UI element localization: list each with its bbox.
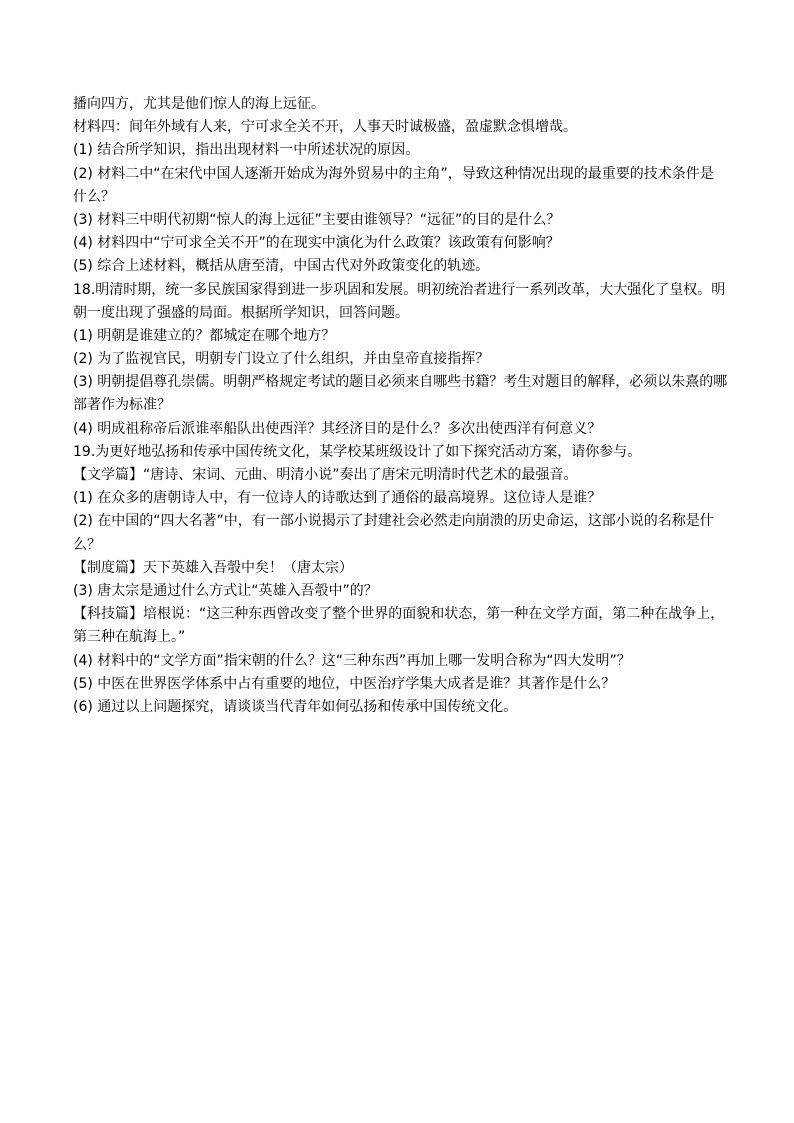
section-text: 第三种在航海上。” [73, 629, 186, 646]
question-text: (3) 唐太宗是通过什么方式让“英雄入吾彀中”的？ [73, 582, 378, 599]
question-text: (1) 结合所学知识，指出出现材料一中所述状况的原因。 [73, 142, 420, 159]
question-text: (4) 材料中的“文学方面”指宋朝的什么？这“三种东西”再加上哪一发明合称为“四大发明”？ [73, 652, 631, 669]
question-text: (5) 综合上述材料，概括从唐至清，中国古代对外政策变化的轨迹。 [73, 258, 490, 275]
section-text: 【制度篇】天下英雄入吾彀中矣！（唐太宗） [73, 559, 353, 576]
section-text: 【科技篇】培根说：“这三种东西曾改变了整个世界的面貌和状态，第一种在文学方面，第二种在战争上， [73, 606, 725, 623]
question-text: (4) 明成祖称帝后派谁率船队出使西洋？其经济目的是什么？多次出使西洋有何意义？ [73, 420, 602, 437]
question-text: (3) 明朝提倡尊孔崇儒。明朝严格规定考试的题目必须来自哪些书籍？考生对题目的解释，必须以朱熹的哪 [73, 374, 728, 391]
section-text: 【文学篇】“唐诗、宋词、元曲、明清小说”奏出了唐宋元明清时代艺术的最强音。 [73, 467, 578, 483]
document-body [73, 93, 733, 719]
text-line: 材料四：间年外域有人来，宁可求全关不开，人事天时诚极盛，盈虚默念惧增哉。 [73, 119, 577, 136]
question-text: (6) 通过以上问题探究，请谈谈当代青年如何弘扬和传承中国传统文化。 [73, 698, 518, 715]
question-heading: 朝一度出现了强盛的局面。根据所学知识，回答问题。 [73, 304, 409, 321]
question-heading: 19.为更好地弘扬和传承中国传统文化，某学校某班级设计了如下探究活动方案，请你参与。 [73, 443, 642, 460]
question-text: 部著作为标准？ [73, 397, 171, 414]
question-text: 么？ [73, 536, 101, 553]
question-text: (2) 在中国的“四大名著”中，有一部小说揭示了封建社会必然走向崩溃的历史命运，这部小说的名称是什 [73, 513, 714, 530]
question-text: (1) 明朝是谁建立的？都城定在哪个地方？ [73, 327, 336, 344]
question-text: (2) 材料二中“在宋代中国人逐渐开始成为海外贸易中的主角”，导致这种情况出现的最重要的技术条件是 [73, 165, 714, 182]
question-text: (2) 为了监视官民，明朝专门设立了什么组织，并由皇帝直接指挥？ [73, 351, 490, 368]
question-text: (1) 在众多的唐朝诗人中，有一位诗人的诗歌达到了通俗的最高境界。这位诗人是谁？ [73, 490, 602, 507]
question-text: 什么？ [73, 188, 115, 205]
question-heading: 18.明清时期，统一多民族国家得到进一步巩固和发展。明初统治者进行一系列改革，大大强化了皇权。明 [73, 281, 726, 298]
question-text: (3) 材料三中明代初期“惊人的海上远征”主要由谁领导？“远征”的目的是什么？ [73, 211, 561, 228]
question-text: (5) 中医在世界医学体系中占有重要的地位，中医治疗学集大成者是谁？其著作是什么？ [73, 675, 616, 692]
text-line: 播向四方，尤其是他们惊人的海上远征。 [73, 96, 325, 112]
question-text: (4) 材料四中“宁可求全关不开”的在现实中演化为什么政策？该政策有何影响？ [73, 235, 560, 252]
